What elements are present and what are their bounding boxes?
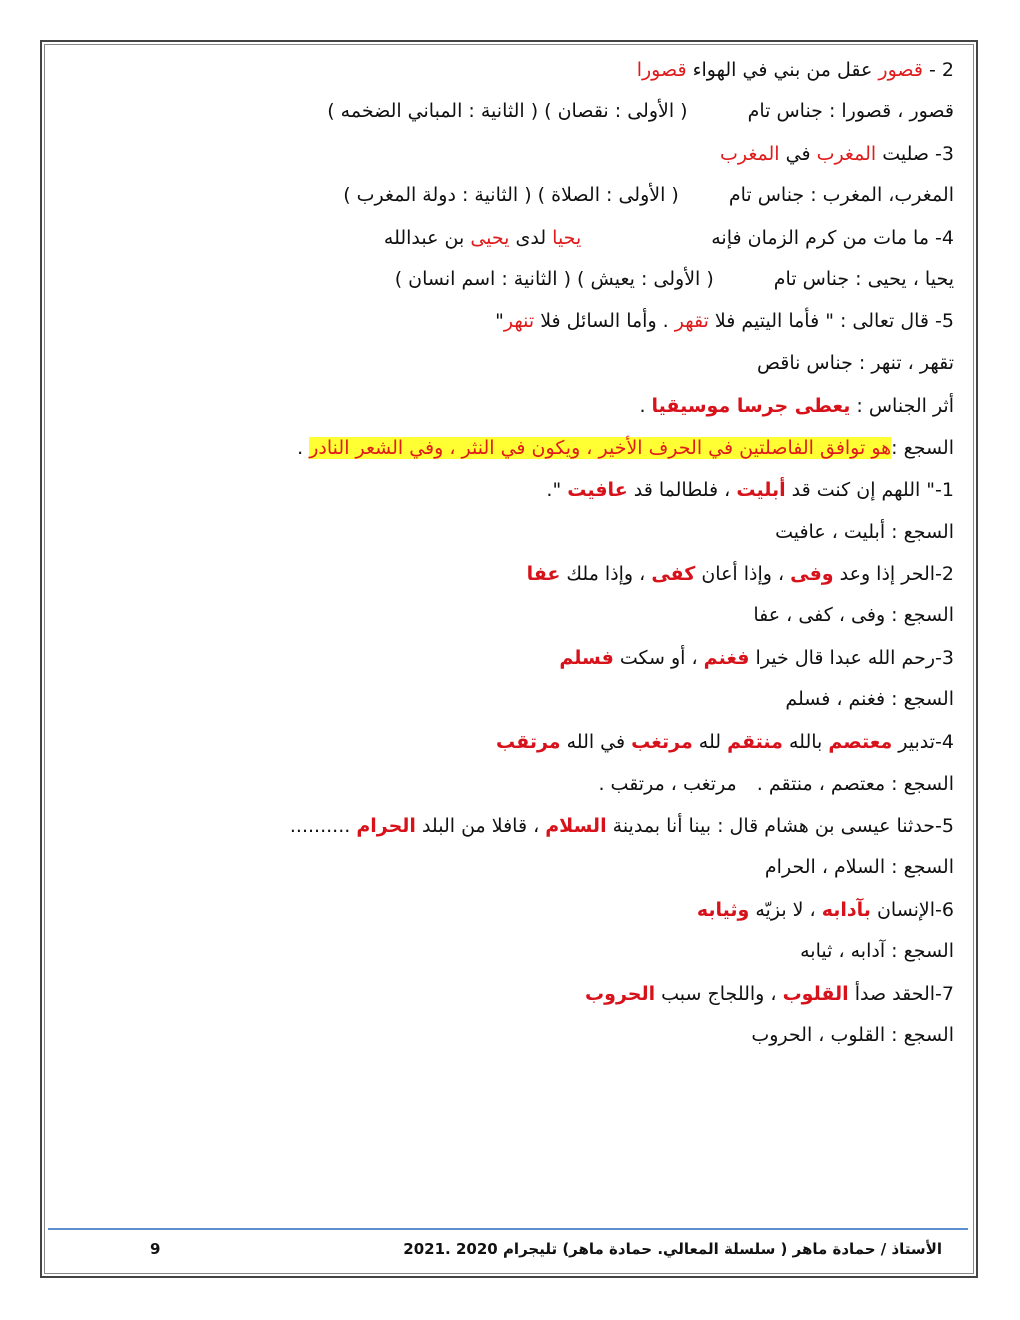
line-21: 6-الإنسان بآدابه ، لا بزيّه وثيابه <box>696 899 954 921</box>
page-number: 9 <box>150 1240 161 1258</box>
line-18: السجع : معتصم ، منتقم .مرتغب ، مرتقب . <box>598 773 954 795</box>
line-15: 3-رحم الله عبدا قال خيرا فغنم ، أو سكت فسلم <box>559 647 954 669</box>
line-2: قصور ، قصورا : جناس تام( الأولى : نقصان ) ( الثانية : المباني الضخمه ) <box>327 100 954 122</box>
line-5: 4- ما مات من كرم الزمان فإنهيحيا لدى يحيى بن عبدالله <box>383 227 954 249</box>
line-8: تقهر ، تنهر : جناس ناقص <box>756 352 954 374</box>
line-23: 7-الحقد صدأ القلوب ، واللجاج سبب الحروب <box>585 983 954 1005</box>
footer-divider <box>48 1228 968 1230</box>
line-10-definition: السجع :هو توافق الفاصلتين في الحرف الأخير ، ويكون في النثر ، وفي الشعر النادر . <box>297 437 954 459</box>
footer-credit: الأستاذ / حمادة ماهر ( سلسلة المعالي. حمادة ماهر) تليجرام 2020 .2021 <box>403 1240 942 1258</box>
line-6: يحيا ، يحيى : جناس تام( الأولى : يعيش ) ( الثانية : اسم انسان ) <box>394 268 954 290</box>
line-3: 3- صليت المغرب في المغرب <box>719 143 954 165</box>
line-13: 2-الحر إذا وعد وفى ، وإذا أعان كفى ، وإذا ملك عفا <box>526 563 954 585</box>
line-4: المغرب، المغرب : جناس تام( الأولى : الصلاة ) ( الثانية : دولة المغرب ) <box>343 184 954 206</box>
line-7: 5- قال تعالى : " فأما اليتيم فلا تقهر . وأما السائل فلا تنهر" <box>495 310 954 332</box>
line-11: 1-" اللهم إن كنت قد أبليت ، فلطالما قد عافيت ". <box>546 479 954 501</box>
line-16: السجع : فغنم ، فسلم <box>785 688 954 710</box>
line-24: السجع : القلوب ، الحروب <box>751 1024 954 1046</box>
line-12: السجع : أبليت ، عافيت <box>775 521 954 543</box>
line-9: أثر الجناس : يعطى جرسا موسيقيا . <box>639 395 954 417</box>
line-14: السجع : وفى ، كفى ، عفا <box>753 604 954 626</box>
line-20: السجع : السلام ، الحرام <box>764 856 954 878</box>
line-22: السجع : آدابه ، ثيابه <box>800 940 954 962</box>
line-19: 5-حدثنا عيسى بن هشام قال : بينا أنا بمدينة السلام ، قافلا من البلد الحرام .......... <box>289 815 954 837</box>
line-17: 4-تدبير معتصم بالله منتقم لله مرتغب في الله مرتقب <box>496 731 954 753</box>
line-1: 2 - قصور عقل من بني في الهواء قصورا <box>636 59 954 81</box>
